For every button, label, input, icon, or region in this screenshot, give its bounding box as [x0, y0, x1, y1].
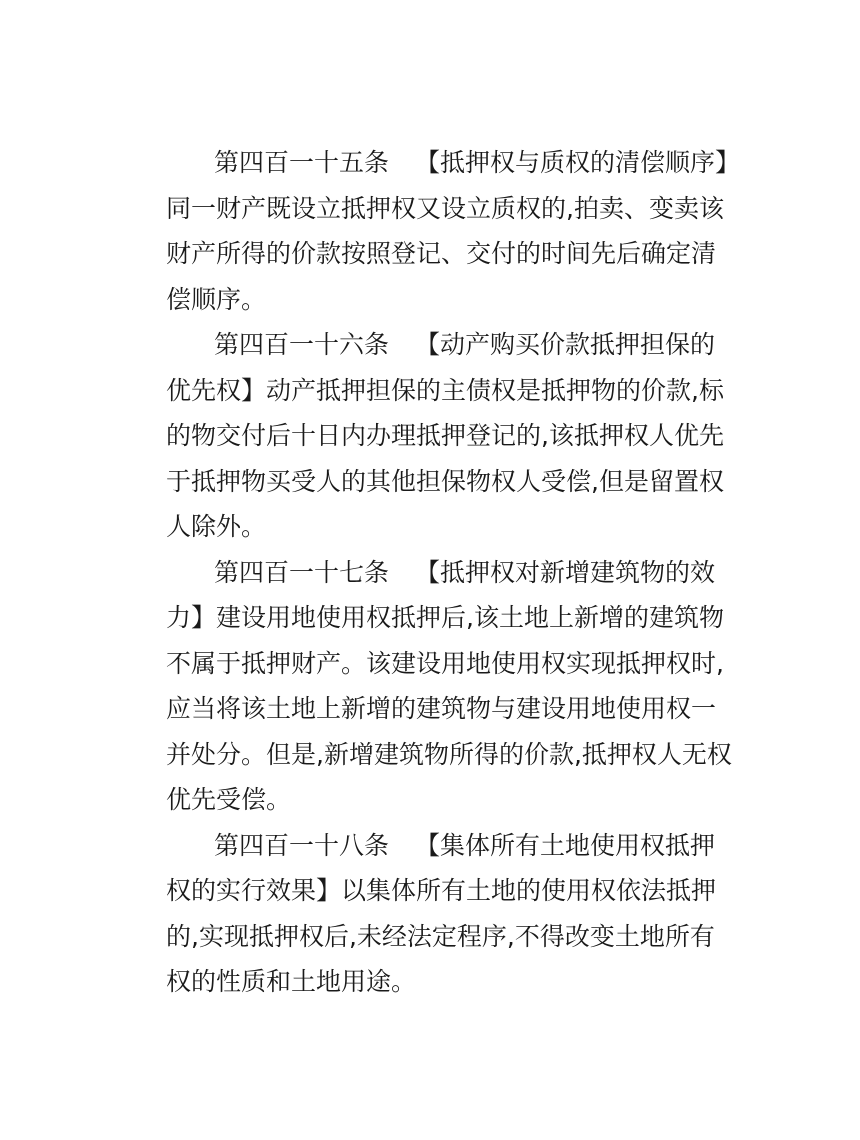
article-text-line: 偿顺序。	[166, 284, 267, 314]
article-number: 第四百一十七条	[214, 557, 390, 587]
article-text-line: 的,实现抵押权后,未经法定程序,不得改变土地所有	[166, 921, 715, 951]
article-heading-line	[166, 550, 716, 596]
article-number: 第四百一十五条	[214, 148, 390, 177]
article-text-line: 不属于抵押财产。该建设用地使用权实现抵押权时,	[166, 648, 724, 678]
article-title: 【集体所有土地使用权抵押	[415, 830, 716, 860]
article-text-line: 财产所得的价款按照登记、交付的时间先后确定清	[166, 239, 717, 268]
article-number: 第四百一十六条	[214, 330, 390, 359]
article-text-line: 优先受偿。	[166, 785, 292, 814]
article-416	[166, 322, 724, 550]
article-number: 第四百一十八条	[214, 830, 390, 860]
article-text-line: 于抵押物买受人的其他担保物权人受偿,但是留置权	[166, 466, 724, 496]
article-heading-line	[166, 140, 741, 186]
document-body	[166, 140, 741, 1005]
article-title: 【动产购买价款抵押担保的	[415, 330, 716, 359]
article-text-line: 人除外。	[166, 512, 267, 541]
article-417	[166, 550, 732, 823]
article-text-line: 权的实行效果】以集体所有土地的使用权依法抵押	[166, 876, 717, 905]
article-text-line: 力】建设用地使用权抵押后,该土地上新增的建筑物	[166, 603, 724, 632]
article-heading-line	[166, 322, 716, 368]
article-text-line: 并处分。但是,新增建筑物所得的价款,抵押权人无权	[166, 739, 732, 769]
article-title: 【抵押权与质权的清偿顺序】	[415, 148, 741, 177]
article-text-line: 应当将该土地上新增的建筑物与建设用地使用权一	[166, 694, 717, 723]
article-text-line: 同一财产既设立抵押权又设立质权的,拍卖、变卖该	[166, 193, 724, 223]
article-text-line: 的物交付后十日内办理抵押登记的,该抵押权人优先	[166, 421, 724, 450]
article-text-line: 优先权】动产抵押担保的主债权是抵押物的价款,标	[166, 375, 724, 405]
article-418	[166, 823, 717, 1005]
article-title: 【抵押权对新增建筑物的效	[415, 557, 716, 587]
article-heading-line	[166, 823, 716, 869]
article-415	[166, 140, 741, 322]
article-text-line: 权的性质和土地用途。	[166, 967, 417, 996]
